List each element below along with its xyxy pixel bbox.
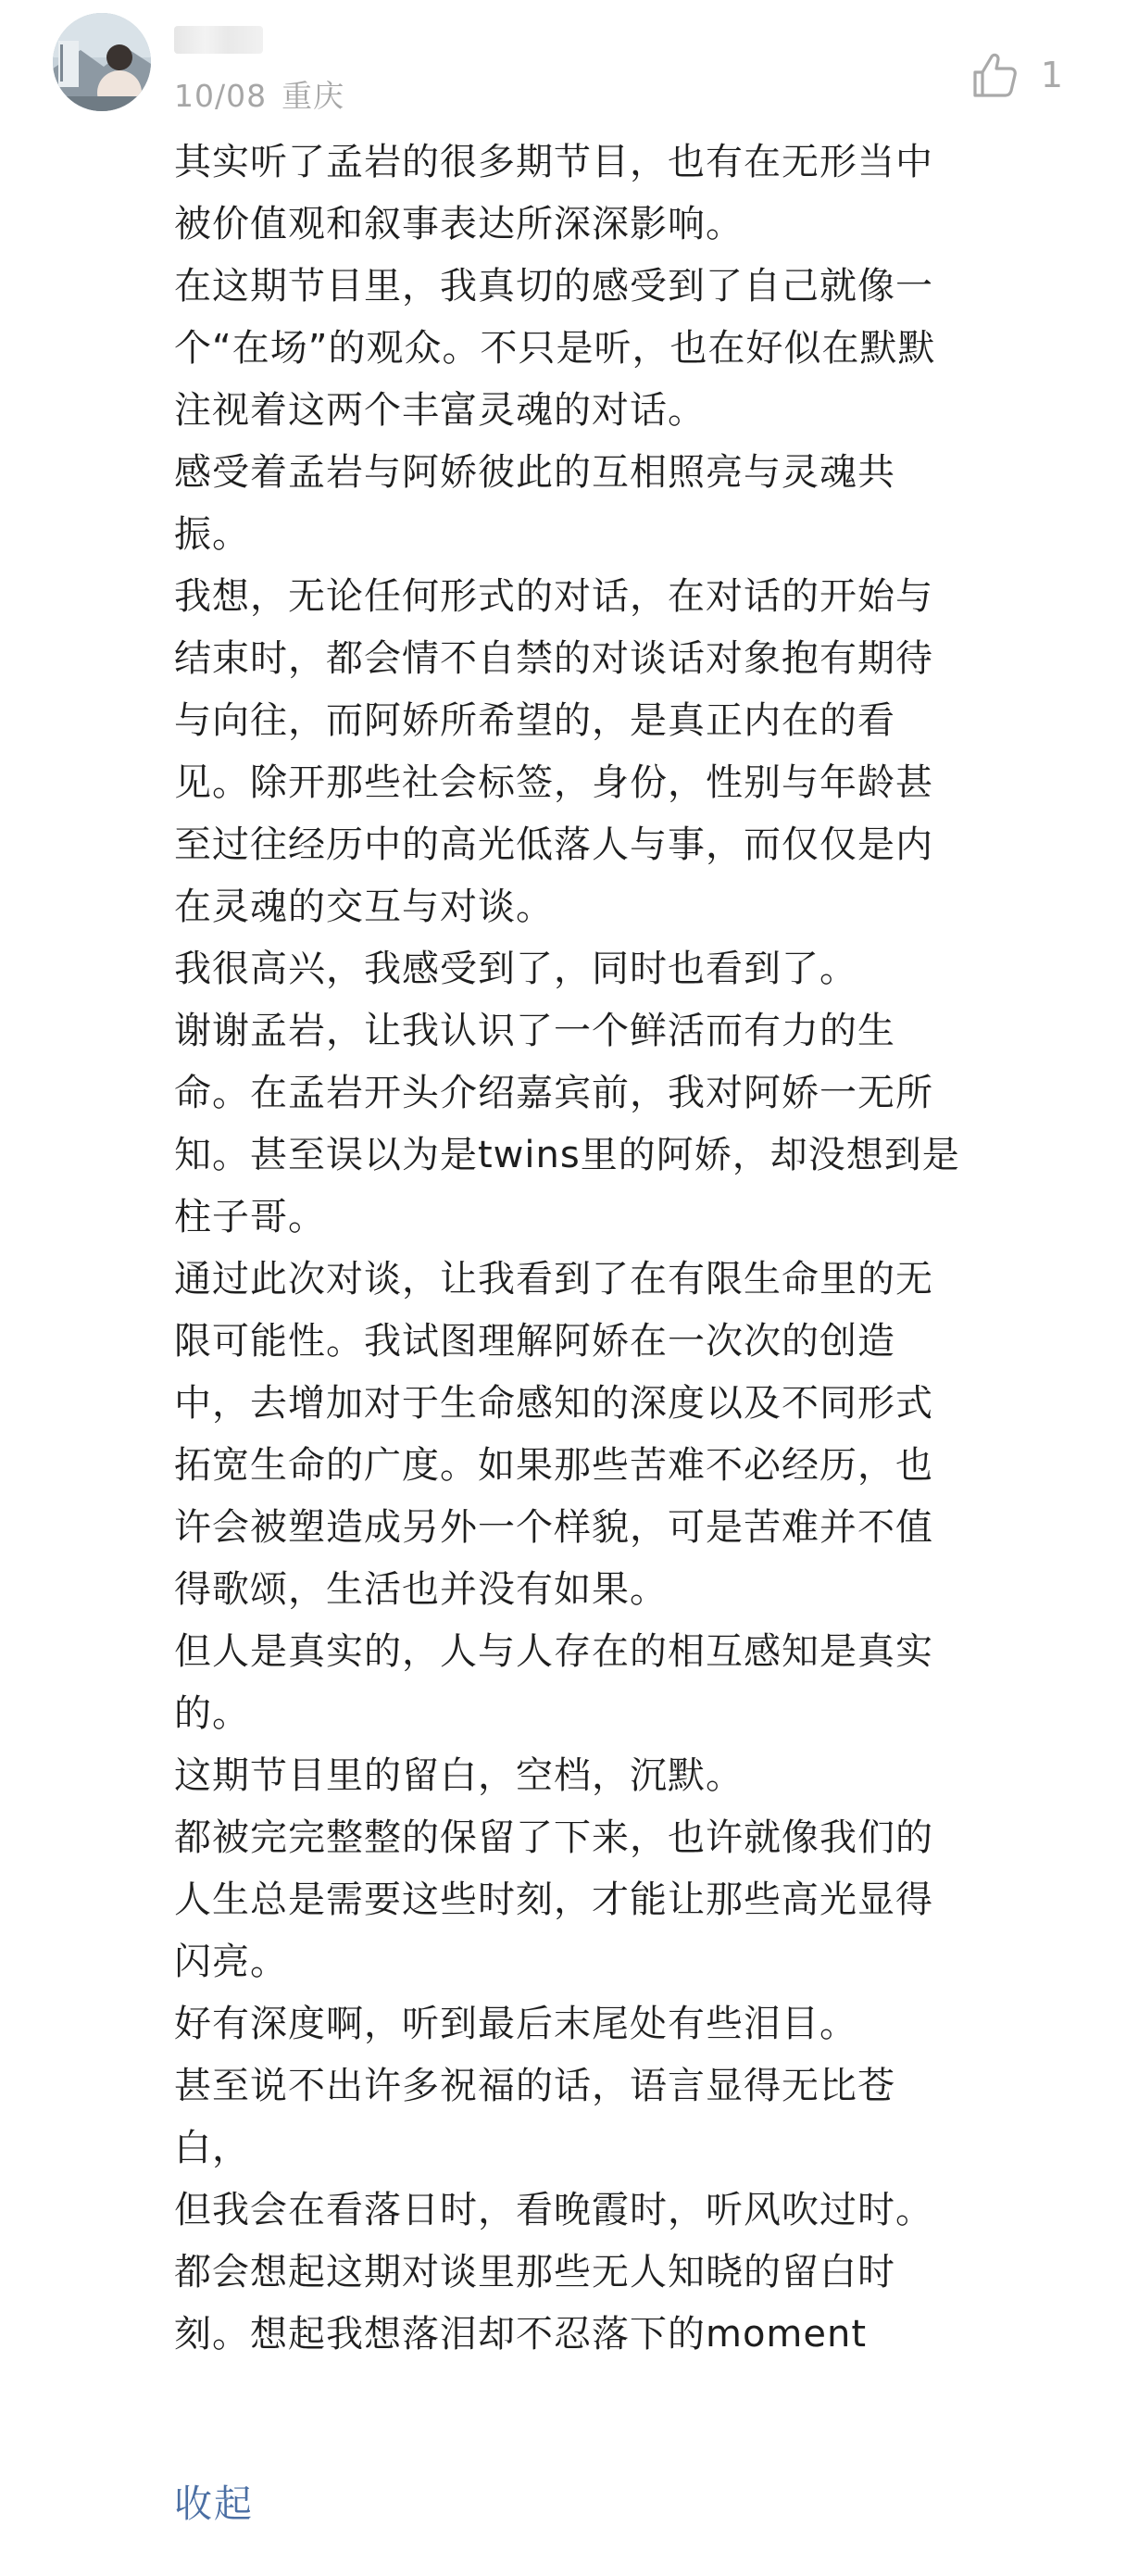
comment-line: 被价值观和叙事表达所深深影响。 <box>174 203 744 245</box>
comment-location: 重庆 <box>282 78 345 114</box>
comment-line: 得歌颂，生活也并没有如果。 <box>174 1568 668 1611</box>
comment-line: 见。除开那些社会标签，身份，性别与年龄甚 <box>174 761 933 804</box>
comment-line: 命。在孟岩开头介绍嘉宾前，我对阿娇一无所 <box>174 1072 933 1114</box>
avatar[interactable] <box>53 13 151 111</box>
comment-line: 至过往经历中的高光低落人与事，而仅仅是内 <box>174 823 933 866</box>
comment-line: 这期节目里的留白，空档，沉默。 <box>174 1754 744 1797</box>
comment-line: 人生总是需要这些时刻，才能让那些高光显得 <box>174 1879 933 1921</box>
comment-line: 在灵魂的交互与对谈。 <box>174 886 554 928</box>
comment-line: 注视着这两个丰富灵魂的对话。 <box>174 389 706 432</box>
like-count: 1 <box>1040 55 1063 95</box>
comment-body <box>174 132 1063 2366</box>
comment-line: 在这期节目里，我真切的感受到了自己就像一 <box>174 265 933 308</box>
comment-line: 个“在场”的观众。不只是听，也在好似在默默 <box>174 327 936 370</box>
comment-line: 拓宽生命的广度。如果那些苦难不必经历，也 <box>174 1444 933 1487</box>
comment-line: 通过此次对谈，让我看到了在有限生命里的无 <box>174 1258 933 1301</box>
comment-date: 10/08 <box>174 78 268 114</box>
comment-line: 都会想起这期对谈里那些无人知晓的留白时 <box>174 2251 895 2293</box>
comment-line: 刻。想起我想落泪却不忍落下的moment <box>174 2313 868 2356</box>
comment-line: 甚至说不出许多祝福的话，语言显得无比苍 <box>174 2065 895 2107</box>
comment-line: 振。 <box>174 513 250 556</box>
comment-line: 结束时，都会情不自禁的对谈话对象抱有期待 <box>174 637 933 680</box>
comment-line: 许会被塑造成另外一个样貌，可是苦难并不值 <box>174 1506 933 1549</box>
comment-line: 好有深度啊，听到最后末尾处有些泪目。 <box>174 2003 857 2045</box>
comment-line: 都被完完整整的保留了下来，也许就像我们的 <box>174 1816 933 1859</box>
comment-line: 我想，无论任何形式的对话，在对话的开始与 <box>174 575 933 618</box>
comment-line: 限可能性。我试图理解阿娇在一次次的创造 <box>174 1320 895 1363</box>
comment-line: 与向往，而阿娇所希望的，是真正内在的看 <box>174 699 895 742</box>
comment-line: 中，去增加对于生命感知的深度以及不同形式 <box>174 1382 933 1425</box>
comment-line: 感受着孟岩与阿娇彼此的互相照亮与灵魂共 <box>174 451 895 494</box>
collapse-button[interactable]: 收起 <box>174 2482 254 2526</box>
avatar-image <box>53 13 151 111</box>
comment-line: 但我会在看落日时，看晚霞时，听风吹过时。 <box>174 2189 933 2231</box>
comment-line: 的。 <box>174 1692 250 1735</box>
comment-line: 白， <box>174 2127 250 2169</box>
username-blurred[interactable] <box>174 26 263 54</box>
comment-line: 我很高兴，我感受到了，同时也看到了。 <box>174 948 857 990</box>
comment-line: 知。甚至误以为是twins里的阿娇，却没想到是 <box>174 1134 960 1176</box>
like-button[interactable] <box>967 48 1063 102</box>
comment-line: 闪亮。 <box>174 1941 288 1983</box>
comment-line: 柱子哥。 <box>174 1196 326 1238</box>
comment-line: 其实听了孟岩的很多期节目，也有在无形当中 <box>174 141 933 183</box>
comment-line: 谢谢孟岩，让我认识了一个鲜活而有力的生 <box>174 1010 895 1052</box>
comment-line: 但人是真实的，人与人存在的相互感知是真实 <box>174 1630 933 1673</box>
comment-meta <box>174 76 344 117</box>
thumbs-up-icon <box>967 48 1020 102</box>
